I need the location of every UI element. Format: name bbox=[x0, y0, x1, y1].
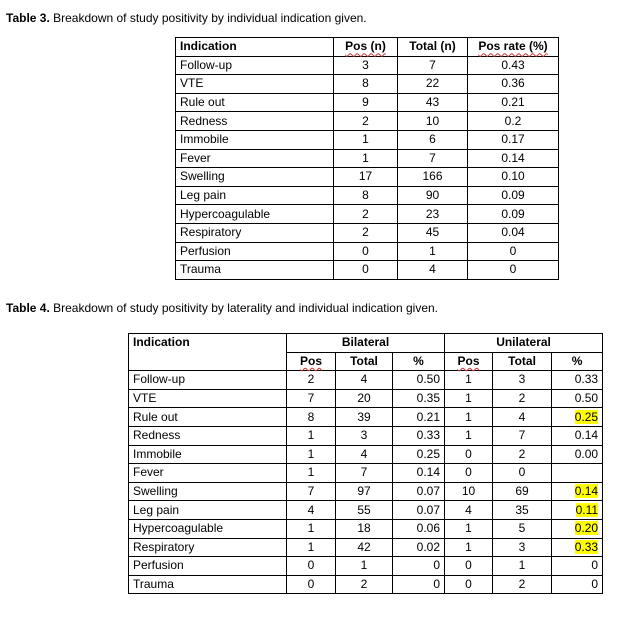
bilateral-pos-cell: 1 bbox=[287, 464, 336, 483]
unilateral-total-cell: 3 bbox=[493, 371, 552, 390]
table-row bbox=[176, 56, 559, 75]
highlighted-value: 0.33 bbox=[574, 539, 599, 554]
indication-cell: Follow-up bbox=[176, 56, 334, 75]
unilateral-pos-cell: 1 bbox=[445, 519, 493, 538]
bilateral-total-cell: 20 bbox=[336, 389, 393, 408]
bilateral-pct-cell: 0.50 bbox=[393, 371, 445, 390]
unilateral-total-cell: 2 bbox=[493, 389, 552, 408]
pos-cell: 1 bbox=[334, 149, 398, 168]
highlighted-value: 0.25 bbox=[574, 409, 599, 424]
table-row bbox=[176, 93, 559, 112]
pos-rate-cell: 0.10 bbox=[468, 168, 559, 187]
indication-cell: Immobile bbox=[129, 445, 287, 464]
unilateral-pct-cell bbox=[552, 482, 603, 501]
indication-cell: Hypercoagulable bbox=[176, 205, 334, 224]
indication-cell: Leg pain bbox=[176, 186, 334, 205]
header-pos-text: Pos (n) bbox=[345, 39, 386, 54]
total-cell: 10 bbox=[398, 112, 468, 131]
total-cell: 23 bbox=[398, 205, 468, 224]
unilateral-pos-cell: 10 bbox=[445, 482, 493, 501]
pos-rate-cell: 0.2 bbox=[468, 112, 559, 131]
indication-cell: Swelling bbox=[176, 168, 334, 187]
indication-cell: Swelling bbox=[129, 482, 287, 501]
unilateral-pos-cell: 0 bbox=[445, 557, 493, 576]
pos-rate-cell: 0.09 bbox=[468, 205, 559, 224]
indication-cell: VTE bbox=[176, 75, 334, 94]
highlighted-value: 0.20 bbox=[574, 521, 599, 536]
unilateral-pos-cell: 0 bbox=[445, 464, 493, 483]
bilateral-pos-cell: 0 bbox=[287, 557, 336, 576]
table-row bbox=[176, 168, 559, 187]
table-row bbox=[176, 75, 559, 94]
bilateral-pos-cell: 1 bbox=[287, 519, 336, 538]
table-row bbox=[129, 408, 603, 427]
bilateral-pos-cell: 7 bbox=[287, 389, 336, 408]
unilateral-pos-cell: 4 bbox=[445, 501, 493, 520]
indication-cell: Perfusion bbox=[176, 242, 334, 261]
unilateral-pct-cell bbox=[552, 501, 603, 520]
table4 bbox=[128, 333, 603, 594]
table-row bbox=[129, 426, 603, 445]
subheader-bilateral-total: Total bbox=[336, 352, 393, 371]
bilateral-pos-cell: 1 bbox=[287, 445, 336, 464]
pos-rate-cell: 0.04 bbox=[468, 223, 559, 242]
pos-cell: 0 bbox=[334, 261, 398, 280]
unilateral-pct-cell: 0.00 bbox=[552, 445, 603, 464]
bilateral-total-cell: 4 bbox=[336, 445, 393, 464]
table-row bbox=[129, 557, 603, 576]
table-row bbox=[129, 538, 603, 557]
indication-cell: Hypercoagulable bbox=[129, 519, 287, 538]
table4-caption bbox=[6, 301, 438, 315]
table-row bbox=[129, 445, 603, 464]
bilateral-pos-cell: 2 bbox=[287, 371, 336, 390]
unilateral-pct-cell: 0.50 bbox=[552, 389, 603, 408]
subheader-unilateral-total: Total bbox=[493, 352, 552, 371]
unilateral-total-cell: 69 bbox=[493, 482, 552, 501]
unilateral-total-cell: 7 bbox=[493, 426, 552, 445]
header-bilateral: Bilateral bbox=[287, 334, 445, 353]
pos-rate-cell: 0.09 bbox=[468, 186, 559, 205]
pos-cell: 3 bbox=[334, 56, 398, 75]
table-row bbox=[129, 575, 603, 594]
pos-cell: 8 bbox=[334, 186, 398, 205]
unilateral-pct-cell: 0 bbox=[552, 557, 603, 576]
unilateral-pos-cell: 1 bbox=[445, 389, 493, 408]
total-cell: 7 bbox=[398, 56, 468, 75]
caption-label: Table 3. bbox=[6, 11, 50, 25]
table-row bbox=[129, 389, 603, 408]
bilateral-total-cell: 2 bbox=[336, 575, 393, 594]
pos-rate-cell: 0.43 bbox=[468, 56, 559, 75]
total-cell: 45 bbox=[398, 223, 468, 242]
caption-label: Table 4. bbox=[6, 301, 50, 315]
table-row bbox=[176, 205, 559, 224]
table-row bbox=[176, 112, 559, 131]
pos-rate-cell: 0.17 bbox=[468, 130, 559, 149]
bilateral-pct-cell: 0.21 bbox=[393, 408, 445, 427]
pos-rate-cell: 0.14 bbox=[468, 149, 559, 168]
pos-cell: 1 bbox=[334, 130, 398, 149]
total-cell: 90 bbox=[398, 186, 468, 205]
bilateral-pct-cell: 0.35 bbox=[393, 389, 445, 408]
subheader-bilateral-pos bbox=[287, 352, 336, 371]
subheader-bilateral-pct: % bbox=[393, 352, 445, 371]
table-row bbox=[176, 130, 559, 149]
unilateral-total-cell: 2 bbox=[493, 575, 552, 594]
total-cell: 1 bbox=[398, 242, 468, 261]
bilateral-total-cell: 3 bbox=[336, 426, 393, 445]
bilateral-pos-cell: 8 bbox=[287, 408, 336, 427]
indication-cell: Fever bbox=[176, 149, 334, 168]
bilateral-pos-cell: 0 bbox=[287, 575, 336, 594]
indication-cell: Rule out bbox=[176, 93, 334, 112]
highlighted-value: 0.11 bbox=[575, 502, 599, 517]
header-unilateral: Unilateral bbox=[445, 334, 603, 353]
header-indication: Indication bbox=[176, 38, 334, 57]
table-row bbox=[129, 519, 603, 538]
pos-rate-cell: 0 bbox=[468, 242, 559, 261]
table-row bbox=[129, 482, 603, 501]
header-pos bbox=[334, 38, 398, 57]
indication-cell: Immobile bbox=[176, 130, 334, 149]
header-total: Total (n) bbox=[398, 38, 468, 57]
unilateral-total-cell: 0 bbox=[493, 464, 552, 483]
table-row bbox=[176, 242, 559, 261]
unilateral-total-cell: 2 bbox=[493, 445, 552, 464]
pos-rate-cell: 0.36 bbox=[468, 75, 559, 94]
indication-cell: Fever bbox=[129, 464, 287, 483]
bilateral-pct-cell: 0.07 bbox=[393, 501, 445, 520]
indication-cell: Respiratory bbox=[129, 538, 287, 557]
unilateral-pos-cell: 1 bbox=[445, 408, 493, 427]
pos-cell: 2 bbox=[334, 205, 398, 224]
unilateral-pct-cell bbox=[552, 538, 603, 557]
unilateral-pct-cell bbox=[552, 464, 603, 483]
pos-cell: 9 bbox=[334, 93, 398, 112]
header-indication: Indication bbox=[129, 334, 287, 371]
indication-cell: VTE bbox=[129, 389, 287, 408]
bilateral-pct-cell: 0 bbox=[393, 575, 445, 594]
bilateral-pct-cell: 0.02 bbox=[393, 538, 445, 557]
total-cell: 7 bbox=[398, 149, 468, 168]
unilateral-total-cell: 1 bbox=[493, 557, 552, 576]
bilateral-pos-cell: 4 bbox=[287, 501, 336, 520]
bilateral-total-cell: 1 bbox=[336, 557, 393, 576]
highlighted-value: 0.14 bbox=[574, 484, 599, 499]
bilateral-pct-cell: 0.07 bbox=[393, 482, 445, 501]
total-cell: 4 bbox=[398, 261, 468, 280]
bilateral-total-cell: 7 bbox=[336, 464, 393, 483]
table3 bbox=[175, 37, 559, 280]
indication-cell: Trauma bbox=[129, 575, 287, 594]
bilateral-pct-cell: 0.14 bbox=[393, 464, 445, 483]
pos-cell: 17 bbox=[334, 168, 398, 187]
total-cell: 6 bbox=[398, 130, 468, 149]
total-cell: 166 bbox=[398, 168, 468, 187]
unilateral-pct-cell: 0 bbox=[552, 575, 603, 594]
table-row bbox=[129, 501, 603, 520]
bilateral-total-cell: 42 bbox=[336, 538, 393, 557]
pos-cell: 2 bbox=[334, 112, 398, 131]
table3-caption bbox=[6, 11, 367, 25]
header-pos-rate bbox=[468, 38, 559, 57]
caption-text: Breakdown of study positivity by individual indication given. bbox=[49, 11, 367, 25]
bilateral-pct-cell: 0.33 bbox=[393, 426, 445, 445]
unilateral-pct-cell bbox=[552, 519, 603, 538]
bilateral-pct-cell: 0 bbox=[393, 557, 445, 576]
bilateral-pos-cell: 7 bbox=[287, 482, 336, 501]
unilateral-pct-cell: 0.14 bbox=[552, 426, 603, 445]
subheader-unilateral-pct: % bbox=[552, 352, 603, 371]
total-cell: 43 bbox=[398, 93, 468, 112]
bilateral-total-cell: 18 bbox=[336, 519, 393, 538]
indication-cell: Rule out bbox=[129, 408, 287, 427]
bilateral-total-cell: 4 bbox=[336, 371, 393, 390]
indication-cell: Respiratory bbox=[176, 223, 334, 242]
unilateral-pos-cell: 1 bbox=[445, 371, 493, 390]
unilateral-total-cell: 3 bbox=[493, 538, 552, 557]
unilateral-pos-cell: 0 bbox=[445, 445, 493, 464]
bilateral-pos-cell: 1 bbox=[287, 538, 336, 557]
table-row bbox=[129, 371, 603, 390]
unilateral-pct-cell bbox=[552, 408, 603, 427]
pos-cell: 0 bbox=[334, 242, 398, 261]
subheader-text: Pos bbox=[457, 353, 480, 368]
pos-rate-cell: 0 bbox=[468, 261, 559, 280]
total-cell: 22 bbox=[398, 75, 468, 94]
unilateral-pos-cell: 0 bbox=[445, 575, 493, 594]
indication-cell: Redness bbox=[176, 112, 334, 131]
pos-cell: 8 bbox=[334, 75, 398, 94]
pos-cell: 2 bbox=[334, 223, 398, 242]
pos-rate-cell: 0.21 bbox=[468, 93, 559, 112]
unilateral-total-cell: 5 bbox=[493, 519, 552, 538]
indication-cell: Trauma bbox=[176, 261, 334, 280]
bilateral-pos-cell: 1 bbox=[287, 426, 336, 445]
unilateral-pos-cell: 1 bbox=[445, 426, 493, 445]
indication-cell: Leg pain bbox=[129, 501, 287, 520]
table-row bbox=[176, 223, 559, 242]
bilateral-total-cell: 97 bbox=[336, 482, 393, 501]
table-row bbox=[176, 261, 559, 280]
subheader-unilateral-pos bbox=[445, 352, 493, 371]
indication-cell: Follow-up bbox=[129, 371, 287, 390]
subheader-text: Pos bbox=[299, 353, 322, 368]
unilateral-pos-cell: 1 bbox=[445, 538, 493, 557]
indication-cell: Redness bbox=[129, 426, 287, 445]
table-row bbox=[129, 464, 603, 483]
bilateral-total-cell: 39 bbox=[336, 408, 393, 427]
table-row bbox=[176, 149, 559, 168]
caption-text: Breakdown of study positivity by laterality and individual indication given. bbox=[49, 301, 439, 315]
bilateral-total-cell: 55 bbox=[336, 501, 393, 520]
indication-cell: Perfusion bbox=[129, 557, 287, 576]
unilateral-pct-cell: 0.33 bbox=[552, 371, 603, 390]
bilateral-pct-cell: 0.25 bbox=[393, 445, 445, 464]
unilateral-total-cell: 35 bbox=[493, 501, 552, 520]
table-row bbox=[176, 186, 559, 205]
bilateral-pct-cell: 0.06 bbox=[393, 519, 445, 538]
header-pos-rate-text: Pos rate (%) bbox=[478, 39, 548, 54]
unilateral-total-cell: 4 bbox=[493, 408, 552, 427]
